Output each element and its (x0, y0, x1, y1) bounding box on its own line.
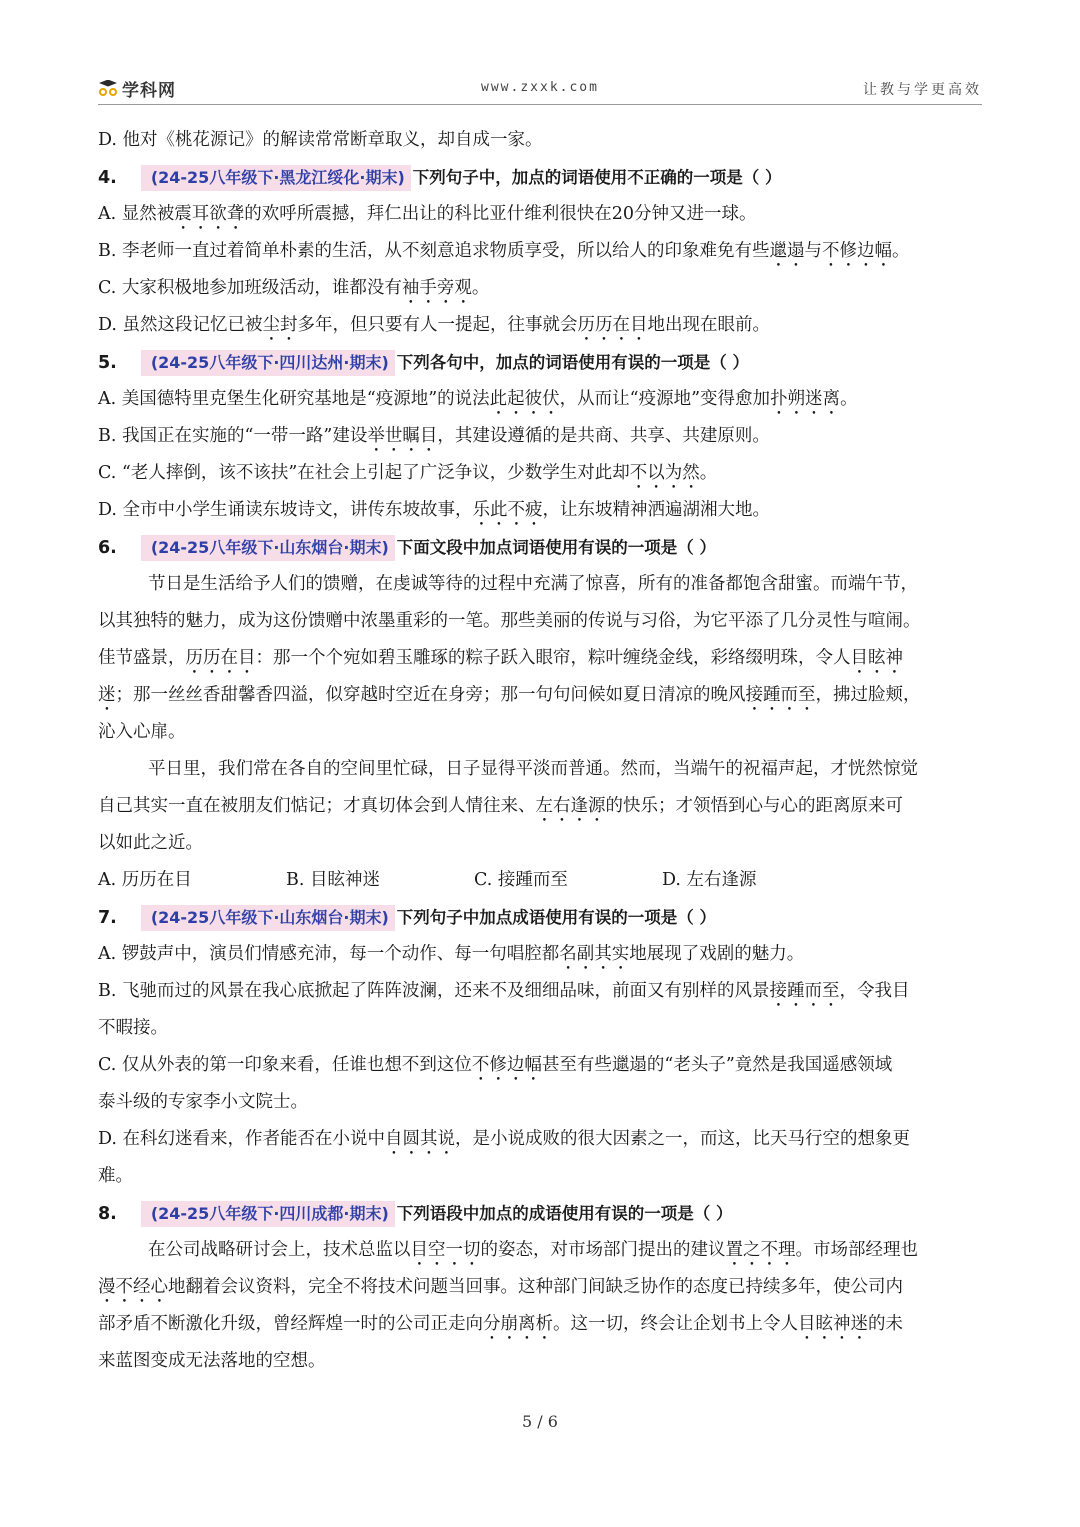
question-number: 8. (98, 1204, 117, 1224)
dotted-phrase: 扑朔迷离 (770, 389, 841, 409)
dotted-phrase: 历历在目 (185, 648, 256, 668)
question-number: 7. (98, 908, 117, 928)
text-line (98, 344, 986, 381)
text-segment: 在公司战略研讨会上，技术总监以 (148, 1240, 411, 1260)
text-segment: 。 (891, 241, 910, 261)
question-source-tag: (24-25八年级下·山东烟台·期末) (141, 535, 395, 561)
text-segment: 的快乐；才领悟到心与心的距离原来可 (605, 796, 903, 816)
question-stem: 下列各句中，加点的词语使用有误的一项是（ ） (396, 353, 750, 372)
text-line (98, 1343, 986, 1380)
text-line (98, 973, 986, 1010)
answer-option: A. 历历在目 (98, 870, 192, 890)
dotted-phrase: 名副其实 (559, 944, 630, 964)
text-line (98, 1232, 986, 1269)
text-segment: D. 他对《桃花源记》的解读常常断章取义，却自成一家。 (98, 130, 543, 150)
text-line (98, 1084, 986, 1121)
text-segment: D. 在科幻迷看来，作者能否在小说中 (98, 1129, 386, 1149)
text-line (98, 529, 986, 566)
text-segment: 部矛盾不断激化升级，曾经辉煌一时的公司正走向 (98, 1314, 483, 1334)
dotted-phrase: 震耳欲聋 (174, 204, 245, 224)
dotted-phrase: 目眩神 (850, 648, 903, 668)
text-line (98, 825, 986, 862)
question-stem: 下列语段中加点的成语使用有误的一项是（ ） (396, 1204, 733, 1223)
text-line (98, 307, 986, 344)
text-segment: 难。 (98, 1166, 133, 1186)
page-number: 5 / 6 (522, 1412, 558, 1431)
dotted-phrase: 置之不理 (725, 1240, 796, 1260)
question-source-tag: (24-25八年级下·四川成都·期末) (141, 1201, 395, 1227)
text-segment: ，令我目 (839, 981, 910, 1001)
text-segment: 来蓝图变成无法落地的空想。 (98, 1351, 326, 1371)
text-segment: A. 显然被 (98, 204, 175, 224)
dotted-phrase: 举世瞩目 (367, 426, 438, 446)
text-segment: ：那一个个宛如碧玉雕琢的粽子跃入眼帘，粽叶缠绕金线，彩络缀明珠，令人 (255, 648, 851, 668)
dotted-phrase: 漫不经心 (98, 1277, 168, 1297)
question-stem: 下列句子中加点成语使用有误的一项是（ ） (396, 908, 717, 927)
text-segment: ；那一丝丝香甜馨香四溢，似穿越时空近在身旁；那一句句问候如夏日清凉的晚风 (115, 685, 746, 705)
text-segment: 沁入心扉。 (98, 722, 186, 742)
question-stem: 下列句子中，加点的词语使用不正确的一项是（ ） (412, 168, 782, 187)
text-line (98, 233, 986, 270)
text-segment: 自己其实一直在被朋友们惦记；才真切体会到人情往来、 (98, 796, 536, 816)
text-line (98, 196, 986, 233)
text-segment: ，从而让“疫源地”变得愈加 (559, 389, 771, 409)
text-segment: ，其建设遵循的是共商、共享、共建原则。 (437, 426, 770, 446)
text-segment: ，拂过脸颊， (815, 685, 921, 705)
text-segment: 的未 (868, 1314, 903, 1334)
answer-option: D. 左右逢源 (662, 870, 757, 890)
text-line (98, 1121, 986, 1158)
text-line (98, 677, 986, 714)
dotted-phrase: 乐此不疲 (472, 500, 543, 520)
text-segment: 甚至有些邋遢的“老头子”竟然是我国遥感领域 (541, 1055, 893, 1075)
text-segment: C. 大家积极地参加班级活动，谁都没有 (98, 278, 402, 298)
text-segment: 。市场部经理也 (795, 1240, 918, 1260)
text-segment: B. 飞驰而过的风景在我心底掀起了阵阵波澜，还来不及细细品味，前面又有别样的风景 (98, 981, 770, 1001)
text-segment: 的姿态，对市场部门提出的建议 (480, 1240, 726, 1260)
text-segment: ，是小说成败的很大因素之一，而这，比天马行空的想象更 (455, 1129, 911, 1149)
text-line (98, 788, 986, 825)
text-segment: 。 (471, 278, 490, 298)
text-line (98, 418, 986, 455)
text-line (98, 899, 986, 936)
text-segment: 泰斗级的专家李小文院士。 (98, 1092, 308, 1112)
text-line (98, 640, 986, 677)
text-segment: D. 虽然这段记忆已被 (98, 315, 263, 335)
text-line (98, 159, 986, 196)
text-line (98, 492, 986, 529)
dotted-phrase: 左右逢源 (535, 796, 606, 816)
dotted-phrase: 邋遢 (769, 241, 805, 261)
text-segment: 不暇接。 (98, 1018, 168, 1038)
text-segment: 多年，但只要有人一提起，往事就会 (297, 315, 578, 335)
text-line (98, 714, 986, 751)
dotted-phrase: 目眩神迷 (798, 1314, 868, 1334)
page-header (98, 74, 982, 105)
question-number: 6. (98, 538, 117, 558)
text-line (98, 122, 986, 159)
text-segment: 与 (804, 241, 822, 261)
text-segment: 地翻着会议资料，完全不将技术问题当回事。这种部门间缺乏协作的态度已持续多年，使公司内 (168, 1277, 903, 1297)
text-segment: B. 李老师一直过着简单朴素的生活，从不刻意追求物质享受，所以给人的印象难免有些 (98, 241, 770, 261)
question-source-tag: (24-25八年级下·黑龙江绥化·期末) (141, 165, 411, 191)
text-line (98, 455, 986, 492)
text-segment: 的欢呼所震撼，拜仁出让的科比亚什维利很快在20分钟又进一球。 (244, 204, 757, 224)
text-line (98, 1269, 986, 1306)
question-source-tag: (24-25八年级下·山东烟台·期末) (141, 905, 395, 931)
text-segment: 以其独特的魅力，成为这份馈赠中浓墨重彩的一笔。那些美丽的传说与习俗，为它平添了几分灵性与喧闹。 (98, 611, 921, 631)
dotted-phrase: 迷 (98, 685, 116, 705)
text-segment: 。 (699, 463, 718, 483)
text-line (98, 1158, 986, 1195)
text-segment: D. 全市中小学生诵读东坡诗文，讲传东坡故事， (98, 500, 473, 520)
question-number: 4. (98, 168, 117, 188)
dotted-phrase: 分崩离析 (483, 1314, 553, 1334)
question-stem: 下面文段中加点词语使用有误的一项是（ ） (396, 538, 717, 557)
text-segment: 佳节盛景， (98, 648, 186, 668)
dotted-phrase: 不以为然 (629, 463, 700, 483)
dotted-phrase: 此起彼伏 (489, 389, 560, 409)
text-line (98, 566, 986, 603)
header-slogan: 让教与学更高效 (863, 82, 982, 98)
text-line (98, 1306, 986, 1343)
text-line (98, 270, 986, 307)
text-segment: C. 仅从外表的第一印象来看，任谁也想不到这位 (98, 1055, 472, 1075)
text-segment: 以如此之近。 (98, 833, 203, 853)
question-number: 5. (98, 353, 117, 373)
text-segment: B. 我国正在实施的“一带一路”建设 (98, 426, 368, 446)
text-line (98, 1010, 986, 1047)
dotted-phrase: 目空一切 (410, 1240, 481, 1260)
dotted-phrase: 不修边幅 (821, 241, 892, 261)
text-segment: 。这一切，终会让企划书上令人 (553, 1314, 798, 1334)
text-segment: 。 (840, 389, 858, 409)
text-segment: C. “老人摔倒，该不该扶”在社会上引起了广泛争议，少数学生对此却 (98, 463, 630, 483)
document-body (98, 122, 986, 1380)
dotted-phrase: 接踵而至 (745, 685, 816, 705)
text-line (98, 603, 986, 640)
text-line (98, 751, 986, 788)
text-segment: A. 锣鼓声中，演员们情感充沛，每一个动作、每一句唱腔都 (98, 944, 560, 964)
dotted-phrase: 袖手旁观 (401, 278, 472, 298)
text-segment: 平日里，我们常在各自的空间里忙碌，日子显得平淡而普通。然而，当端午的祝福声起，才恍然惊觉 (148, 759, 918, 779)
text-line (98, 1047, 986, 1084)
dotted-phrase: 自圆其说 (385, 1129, 456, 1149)
answer-option: B. 目眩神迷 (286, 870, 380, 890)
answer-option: C. 接踵而至 (474, 870, 568, 890)
dotted-phrase: 历历在目 (577, 315, 648, 335)
dotted-phrase: 尘封 (262, 315, 298, 335)
text-segment: 地出现在眼前。 (647, 315, 771, 335)
site-url: www.zxxk.com (481, 80, 599, 95)
logo-text: 学科网 (122, 81, 176, 101)
text-segment: A. 美国德特里克堡生化研究基地是“疫源地”的说法 (98, 389, 490, 409)
dotted-phrase: 不修边幅 (471, 1055, 542, 1075)
question-source-tag: (24-25八年级下·四川达州·期末) (141, 350, 395, 376)
text-segment: 地展现了戏剧的魅力。 (629, 944, 805, 964)
text-line (98, 936, 986, 973)
text-line (98, 1195, 986, 1232)
text-segment: 节日是生活给予人们的馈赠，在虔诚等待的过程中充满了惊喜，所有的准备都饱含甜蜜。而端午节， (148, 574, 918, 594)
text-line (98, 381, 986, 418)
dotted-phrase: 接踵而至 (769, 981, 840, 1001)
text-segment: ，让东坡精神洒遍湖湘大地。 (542, 500, 771, 520)
answer-options (98, 862, 986, 899)
